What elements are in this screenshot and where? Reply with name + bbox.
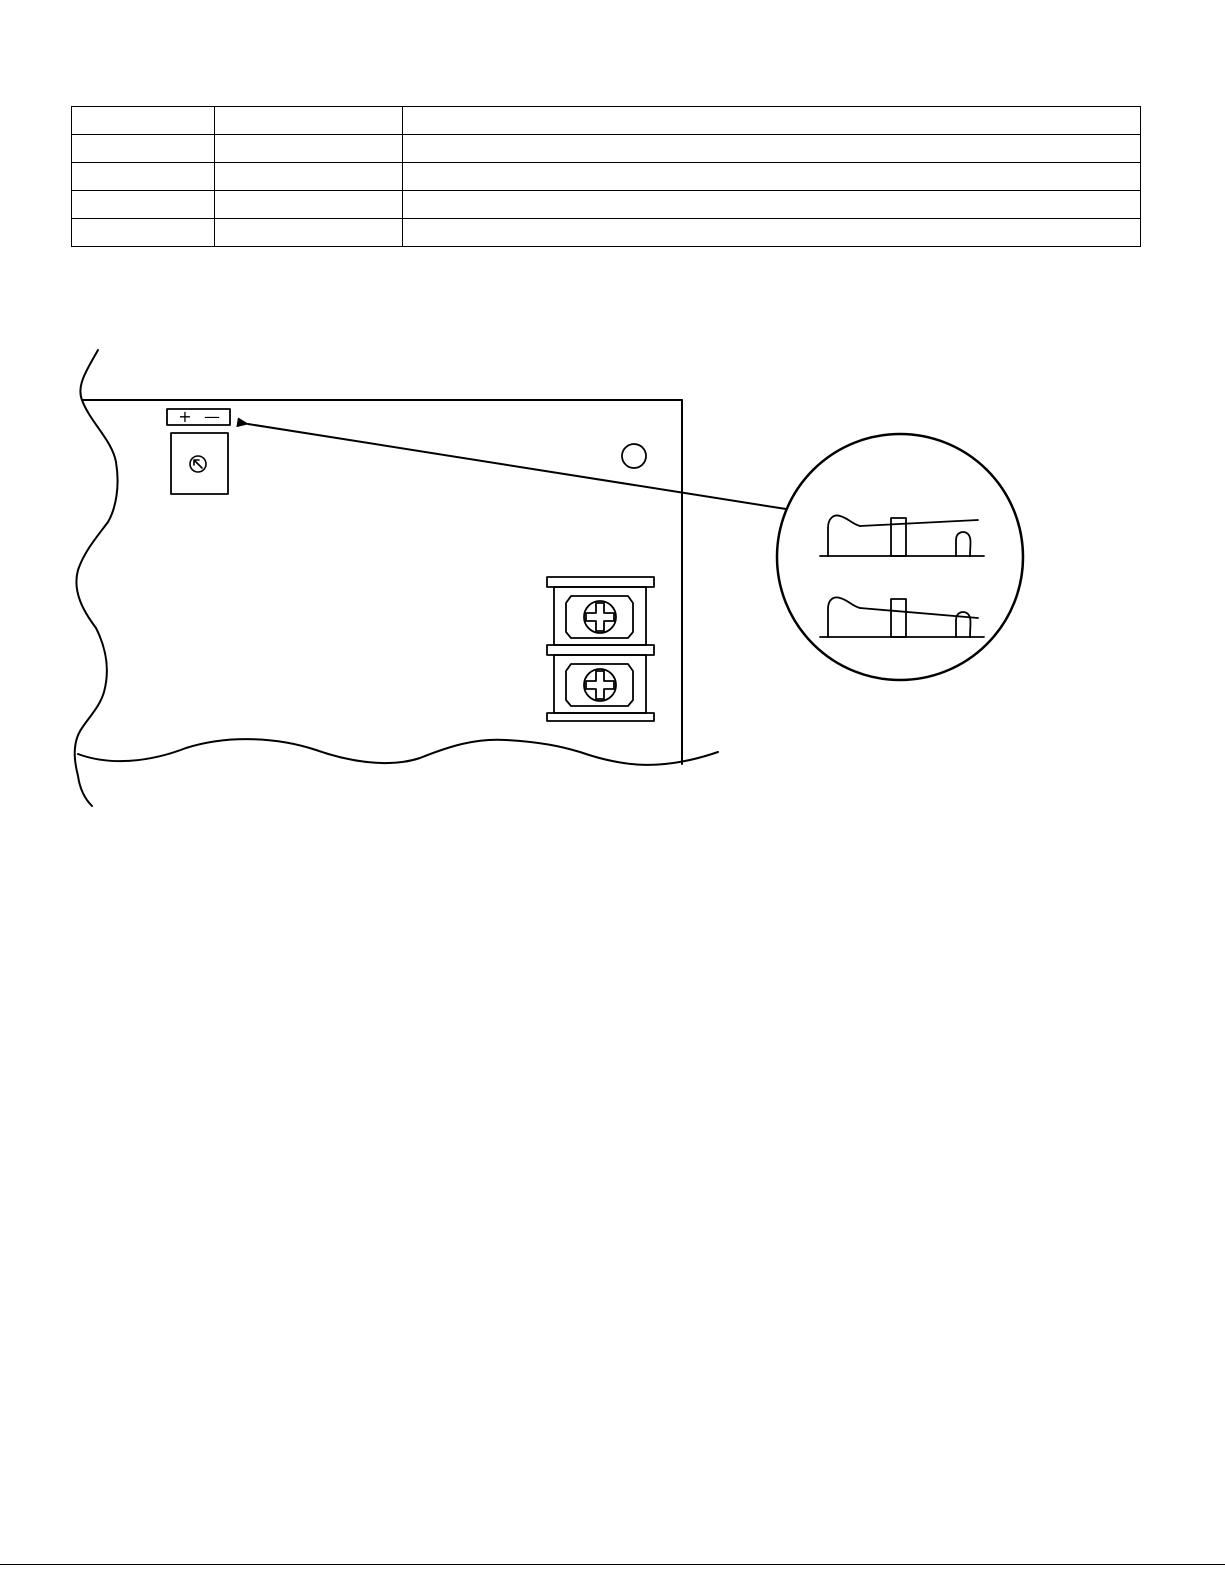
- switch-position-top: [820, 516, 984, 557]
- table-cell: [403, 135, 1141, 163]
- table-cell: [403, 191, 1141, 219]
- leader-arrow: [248, 424, 786, 509]
- potentiometer: [171, 433, 228, 494]
- terminal-screw-icon: [584, 669, 616, 701]
- page-footer-rule: [0, 1564, 1225, 1565]
- spec-table: [71, 106, 1141, 247]
- table-cell: [403, 219, 1141, 247]
- terminal-block: [547, 577, 654, 721]
- switch-detail-magnifier: [777, 434, 1023, 680]
- circuit-board-diagram: [0, 330, 1225, 830]
- table-cell: [215, 135, 403, 163]
- table-row: [72, 107, 1141, 135]
- table-cell: [215, 107, 403, 135]
- table-row: [72, 191, 1141, 219]
- table-cell: [215, 191, 403, 219]
- terminal-screw-icon: [584, 601, 616, 633]
- table-cell: [72, 163, 215, 191]
- switch-position-bottom: [820, 597, 984, 637]
- table-cell: [72, 135, 215, 163]
- mounting-hole: [622, 444, 646, 468]
- table-cell: [215, 163, 403, 191]
- table-row: [72, 163, 1141, 191]
- table-cell: [403, 163, 1141, 191]
- table-cell: [72, 191, 215, 219]
- board-outline: [75, 350, 718, 806]
- board-left-wavy-edge: [75, 350, 118, 806]
- table-cell: [215, 219, 403, 247]
- dip-switch: [167, 407, 230, 426]
- switch-plus-symbol: +: [178, 407, 192, 426]
- table-cell: [72, 219, 215, 247]
- table-cell: [72, 107, 215, 135]
- table-row: [72, 135, 1141, 163]
- board-bottom-wavy-edge: [78, 739, 718, 765]
- table-cell: [403, 107, 1141, 135]
- switch-minus-symbol: —: [204, 407, 220, 426]
- table-row: [72, 219, 1141, 247]
